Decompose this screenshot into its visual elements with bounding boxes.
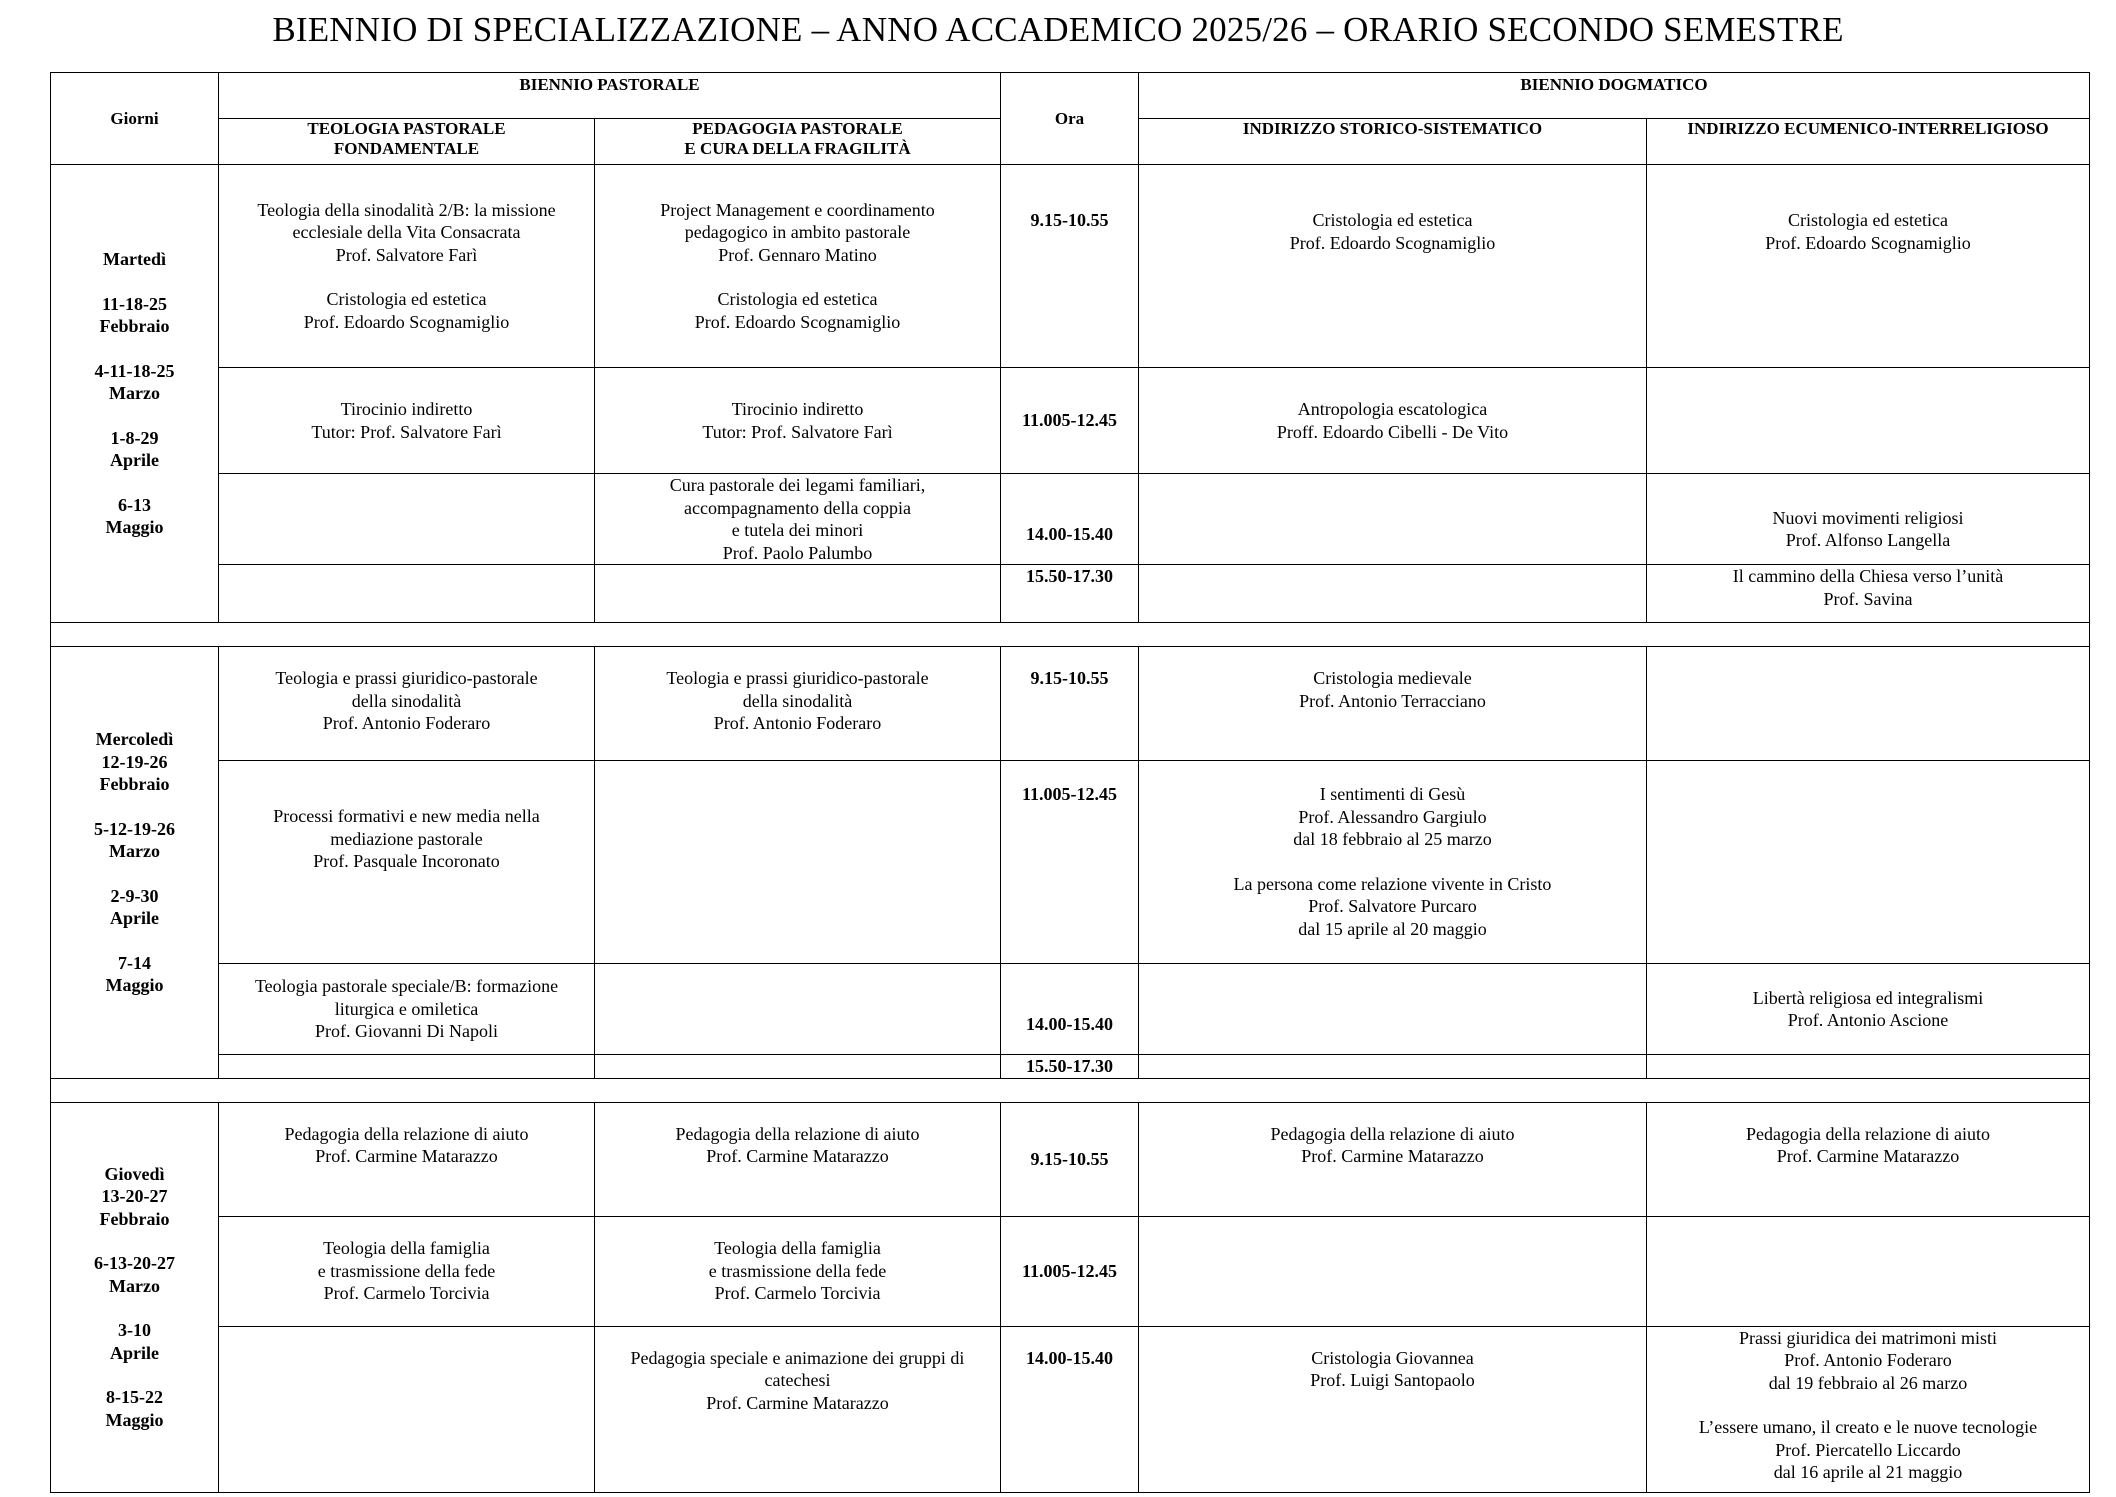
mercoledi-slot1-storico: [1139, 647, 1647, 761]
cell-line: Prof. Savina: [1823, 588, 1913, 609]
mercoledi-slot1-pedagogia: [595, 647, 1001, 761]
cell-line: [57, 405, 212, 427]
header-col-teologia: [219, 119, 595, 165]
cell-line: Prof. Gennaro Matino: [718, 244, 877, 265]
cell-line: Cristologia medievale: [1313, 668, 1472, 688]
martedi-slot3-teologia: [219, 474, 595, 565]
cell-line: 12-19-26: [101, 751, 168, 772]
giovedi-slot3-teologia: [219, 1326, 595, 1492]
cell-line: Prof. Alessandro Gargiulo: [1298, 806, 1487, 827]
cell-line: 4-11-18-25: [94, 360, 175, 381]
cell-line: [57, 863, 212, 885]
cell-line: Prof. Giovanni Di Napoli: [315, 1021, 498, 1042]
cell-line: [225, 266, 588, 288]
cell-line: dal 19 febbraio al 26 marzo: [1768, 1372, 1968, 1393]
cell-line: 3-10: [118, 1320, 151, 1341]
cell-line: Prof. Carmine Matarazzo: [1301, 1146, 1484, 1166]
cell-line: Marzo: [109, 841, 160, 861]
cell-line: Teologia della famiglia: [323, 1238, 490, 1259]
mercoledi-slot1-ora: 9.15-10.55: [1001, 647, 1139, 761]
cell-line: [57, 271, 212, 293]
cell-line: Libertà religiosa ed integralismi: [1752, 987, 1984, 1008]
cell-line: 2-9-30: [110, 885, 159, 906]
header-biennio-dogmatico: BIENNIO DOGMATICO: [1139, 73, 2090, 119]
cell-line: Tirocinio indiretto: [731, 399, 864, 419]
mercoledi-slot3-storico: [1139, 964, 1647, 1055]
cell-line: Teologia pastorale speciale/B: formazione: [254, 976, 559, 997]
giovedi-slot2-pedagogia: [595, 1216, 1001, 1326]
giovedi-slot3-storico: [1139, 1326, 1647, 1492]
cell-line: Prof. Antonio Foderaro: [713, 713, 882, 733]
giovedi-slot2-row: [51, 1216, 2090, 1326]
cell-line: Prof. Edoardo Scognamiglio: [1289, 232, 1496, 253]
cell-line: dal 18 febbraio al 25 marzo: [1293, 829, 1492, 849]
cell-line: Prof. Salvatore Purcaro: [1308, 896, 1477, 916]
cell-line: Prof. Edoardo Scognamiglio: [694, 311, 901, 332]
cell-line: Tutor: Prof. Salvatore Farì: [311, 421, 502, 442]
mercoledi-slot2-storico: [1139, 761, 1647, 964]
mercoledi-slot4-teologia: [219, 1055, 595, 1079]
mercoledi-slot4-row: [51, 1055, 2090, 1079]
giovedi-slot1-ecumenico: [1647, 1102, 2090, 1216]
giovedi-slot3-ecumenico: [1647, 1326, 2090, 1492]
mercoledi-slot3-pedagogia: [595, 964, 1001, 1055]
martedi-slot4-ora: 15.50-17.30: [1001, 565, 1139, 623]
cell-line: dal 15 aprile al 20 maggio: [1298, 918, 1487, 939]
schedule-table: [50, 72, 2090, 1493]
cell-line: della sinodalità: [742, 690, 853, 711]
cell-line: mediazione pastorale: [330, 828, 483, 849]
cell-line: Maggio: [105, 1409, 164, 1430]
martedi-slot1-row: [51, 165, 2090, 368]
mercoledi-slot1-row: [51, 647, 2090, 761]
cell-line: 8-15-22: [106, 1387, 163, 1408]
cell-line: E CURA DELLA FRAGILITÀ: [684, 139, 911, 158]
cell-line: Prof. Antonio Foderaro: [322, 713, 491, 733]
martedi-slot3-storico: [1139, 474, 1647, 565]
header-col-ecumenico: INDIRIZZO ECUMENICO-INTERRELIGIOSO: [1647, 119, 2090, 165]
mercoledi-slot1-ecumenico: [1647, 647, 2090, 761]
cell-line: Cura pastorale dei legami familiari,: [669, 475, 926, 495]
cell-line: Il cammino della Chiesa verso l’unità: [1732, 566, 2004, 586]
cell-line: Cristologia ed estetica: [326, 289, 487, 310]
cell-line: Proff. Edoardo Cibelli - De Vito: [1276, 421, 1509, 442]
cell-line: Teologia e prassi giuridico-pastorale: [275, 668, 538, 688]
cell-line: e tutela dei minori: [731, 520, 864, 540]
martedi-slot1-ecumenico: [1647, 165, 2090, 368]
martedi-slot1-storico: [1139, 165, 1647, 368]
cell-line: 1-8-29: [110, 427, 159, 448]
cell-line: Prof. Carmelo Torcivia: [714, 1283, 881, 1304]
cell-line: Prof. Carmine Matarazzo: [706, 1392, 889, 1413]
cell-line: 5-12-19-26: [94, 818, 175, 839]
mercoledi-slot3-ora: 14.00-15.40: [1001, 964, 1139, 1055]
cell-line: Prof. Antonio Foderaro: [1784, 1350, 1952, 1370]
cell-line: Maggio: [105, 517, 164, 538]
giovedi-slot1-teologia: [219, 1102, 595, 1216]
mercoledi-slot2-ora: 11.005-12.45: [1001, 761, 1139, 964]
cell-line: Pedagogia della relazione di aiuto: [1746, 1123, 1990, 1144]
martedi-slot1-ora: 9.15-10.55: [1001, 165, 1139, 368]
cell-line: [57, 1230, 212, 1252]
cell-line: Cristologia ed estetica: [1788, 210, 1948, 230]
martedi-slot4-row: [51, 565, 2090, 623]
martedi-slot4-teologia: [219, 565, 595, 623]
giovedi-slot1-pedagogia: [595, 1102, 1001, 1216]
cell-line: [57, 1364, 212, 1386]
martedi-slot1-teologia: [219, 165, 595, 368]
cell-line: pedagogico in ambito pastorale: [684, 222, 911, 243]
cell-line: Martedì: [103, 249, 166, 270]
martedi-slot4-ecumenico: [1647, 565, 2090, 623]
cell-line: Nuovi movimenti religiosi: [1772, 507, 1964, 528]
giovedi-slot1-row: [51, 1102, 2090, 1216]
cell-line: Teologia e prassi giuridico-pastorale: [666, 668, 929, 688]
cell-line: 11-18-25: [102, 293, 167, 314]
martedi-slot2-teologia: [219, 368, 595, 474]
header-giorni: Giorni: [51, 73, 219, 165]
cell-line: Tirocinio indiretto: [340, 399, 473, 419]
giovedi-slot2-ecumenico: [1647, 1216, 2090, 1326]
giovedi-slot1-storico: [1139, 1102, 1647, 1216]
giovedi-slot2-storico: [1139, 1216, 1647, 1326]
cell-line: Prof. Piercatello Liccardo: [1775, 1439, 1961, 1460]
header-biennio-pastorale: BIENNIO PASTORALE: [219, 73, 1001, 119]
cell-line: 6-13: [118, 494, 151, 515]
cell-line: Prof. Carmine Matarazzo: [706, 1146, 889, 1166]
header-ora: Ora: [1001, 73, 1139, 165]
cell-line: PEDAGOGIA PASTORALE: [692, 119, 903, 138]
martedi-slot4-pedagogia: [595, 565, 1001, 623]
mercoledi-slot2-ecumenico: [1647, 761, 2090, 964]
header-row-1: [51, 73, 2090, 119]
header-col-pedagogia: [595, 119, 1001, 165]
cell-line: Antropologia escatologica: [1297, 399, 1488, 419]
cell-line: Prof. Salvatore Farì: [335, 244, 478, 265]
martedi-slot3-ora: 14.00-15.40: [1001, 474, 1139, 565]
cell-line: Prof. Antonio Terracciano: [1299, 690, 1486, 711]
day-cell-mercoledi: [51, 647, 219, 1079]
cell-line: Febbraio: [99, 316, 170, 337]
day-cell-martedi: [51, 165, 219, 623]
mercoledi-slot2-row: [51, 761, 2090, 964]
cell-line: catechesi: [764, 1370, 831, 1390]
martedi-slot3-row: [51, 474, 2090, 565]
cell-line: 7-14: [118, 952, 151, 973]
cell-line: Pedagogia della relazione di aiuto: [284, 1123, 529, 1144]
mercoledi-slot3-teologia: [219, 964, 595, 1055]
cell-line: della sinodalità: [351, 690, 462, 711]
giovedi-slot2-teologia: [219, 1216, 595, 1326]
martedi-slot3-pedagogia: [595, 474, 1001, 565]
cell-line: [601, 266, 994, 288]
cell-line: [57, 472, 212, 494]
martedi-slot2-pedagogia: [595, 368, 1001, 474]
cell-line: TEOLOGIA PASTORALE: [307, 119, 506, 138]
cell-line: [57, 338, 212, 360]
cell-line: Pedagogia della relazione di aiuto: [675, 1123, 920, 1144]
page-title: BIENNIO DI SPECIALIZZAZIONE – ANNO ACCADEMICO 2025/26 – ORARIO SECONDO SEMESTRE: [272, 10, 1844, 49]
cell-line: Marzo: [109, 1275, 160, 1296]
giovedi-slot3-ora: 14.00-15.40: [1001, 1326, 1139, 1492]
cell-line: liturgica e omiletica: [334, 998, 479, 1019]
mercoledi-slot4-ora: 15.50-17.30: [1001, 1055, 1139, 1079]
separator-row: [51, 1078, 2090, 1102]
cell-line: Prof. Carmine Matarazzo: [1776, 1146, 1960, 1166]
martedi-slot2-ora: 11.005-12.45: [1001, 368, 1139, 474]
cell-line: Prassi giuridica dei matrimoni misti: [1739, 1327, 1997, 1348]
mercoledi-slot4-pedagogia: [595, 1055, 1001, 1079]
cell-line: Mercoledì: [95, 729, 174, 749]
mercoledi-slot1-teologia: [219, 647, 595, 761]
cell-line: I sentimenti di Gesù: [1319, 784, 1466, 804]
cell-line: Tutor: Prof. Salvatore Farì: [702, 421, 893, 442]
martedi-slot2-ecumenico: [1647, 368, 2090, 474]
cell-line: Giovedì: [104, 1163, 165, 1184]
cell-line: Project Management e coordinamento: [660, 199, 935, 220]
separator-row: [51, 623, 2090, 647]
cell-line: Prof. Antonio Ascione: [1787, 1010, 1949, 1030]
cell-line: Febbraio: [99, 774, 170, 794]
cell-line: Processi formativi e new media nella: [273, 806, 540, 826]
cell-line: Maggio: [105, 975, 164, 995]
martedi-slot3-ecumenico: [1647, 474, 2090, 565]
cell-line: Prof. Carmelo Torcivia: [323, 1283, 490, 1304]
cell-line: e trasmissione della fede: [708, 1260, 887, 1281]
cell-line: accompagnamento della coppia: [684, 497, 911, 518]
cell-line: [57, 796, 212, 818]
cell-line: Prof. Pasquale Incoronato: [313, 851, 500, 871]
cell-line: [57, 1297, 212, 1319]
mercoledi-slot3-ecumenico: [1647, 964, 2090, 1055]
cell-line: e trasmissione della fede: [317, 1260, 496, 1281]
cell-line: Prof. Carmine Matarazzo: [315, 1146, 498, 1166]
cell-line: Teologia della famiglia: [714, 1238, 881, 1259]
cell-line: Prof. Edoardo Scognamiglio: [303, 311, 510, 332]
giovedi-slot1-ora: 9.15-10.55: [1001, 1102, 1139, 1216]
cell-line: Aprile: [110, 908, 159, 928]
cell-line: L’essere umano, il creato e le nuove tecnologie: [1698, 1417, 2038, 1437]
separator-cell: [51, 623, 2090, 647]
separator-cell: [51, 1078, 2090, 1102]
cell-line: [1653, 1394, 2083, 1416]
header-col-storico: INDIRIZZO STORICO-SISTEMATICO: [1139, 119, 1647, 165]
cell-line: Prof. Paolo Palumbo: [722, 542, 873, 563]
mercoledi-slot4-ecumenico: [1647, 1055, 2090, 1079]
mercoledi-slot2-teologia: [219, 761, 595, 964]
mercoledi-slot3-row: [51, 964, 2090, 1055]
cell-line: Cristologia Giovannea: [1311, 1347, 1474, 1368]
cell-line: Prof. Edoardo Scognamiglio: [1765, 232, 1971, 253]
cell-line: Aprile: [110, 1342, 159, 1363]
cell-line: 13-20-27: [101, 1186, 168, 1207]
martedi-slot2-storico: [1139, 368, 1647, 474]
giovedi-slot2-ora: 11.005-12.45: [1001, 1216, 1139, 1326]
cell-line: Cristologia ed estetica: [1312, 210, 1473, 230]
martedi-slot2-row: [51, 368, 2090, 474]
cell-line: Prof. Luigi Santopaolo: [1310, 1370, 1475, 1390]
cell-line: La persona come relazione vivente in Cristo: [1233, 873, 1552, 894]
mercoledi-slot2-pedagogia: [595, 761, 1001, 964]
giovedi-slot3-pedagogia: [595, 1326, 1001, 1492]
mercoledi-slot4-storico: [1139, 1055, 1647, 1079]
martedi-slot1-pedagogia: [595, 165, 1001, 368]
cell-line: Febbraio: [99, 1208, 170, 1229]
cell-line: [57, 930, 212, 952]
cell-line: dal 16 aprile al 21 maggio: [1773, 1462, 1963, 1482]
giovedi-slot3-row: [51, 1326, 2090, 1492]
cell-line: Cristologia ed estetica: [717, 289, 878, 310]
martedi-slot4-storico: [1139, 565, 1647, 623]
cell-line: 6-13-20-27: [94, 1253, 175, 1274]
cell-line: Pedagogia della relazione di aiuto: [1270, 1123, 1515, 1144]
cell-line: Prof. Alfonso Langella: [1785, 530, 1951, 550]
cell-line: ecclesiale della Vita Consacrata: [292, 222, 521, 243]
cell-line: Pedagogia speciale e animazione dei gruppi di: [630, 1347, 965, 1368]
cell-line: Aprile: [110, 450, 159, 471]
cell-line: [1145, 851, 1640, 873]
cell-line: Teologia della sinodalità 2/B: la missione: [257, 199, 556, 220]
cell-line: Marzo: [109, 383, 160, 404]
cell-line: FONDAMENTALE: [333, 139, 480, 158]
day-cell-giovedi: [51, 1102, 219, 1492]
